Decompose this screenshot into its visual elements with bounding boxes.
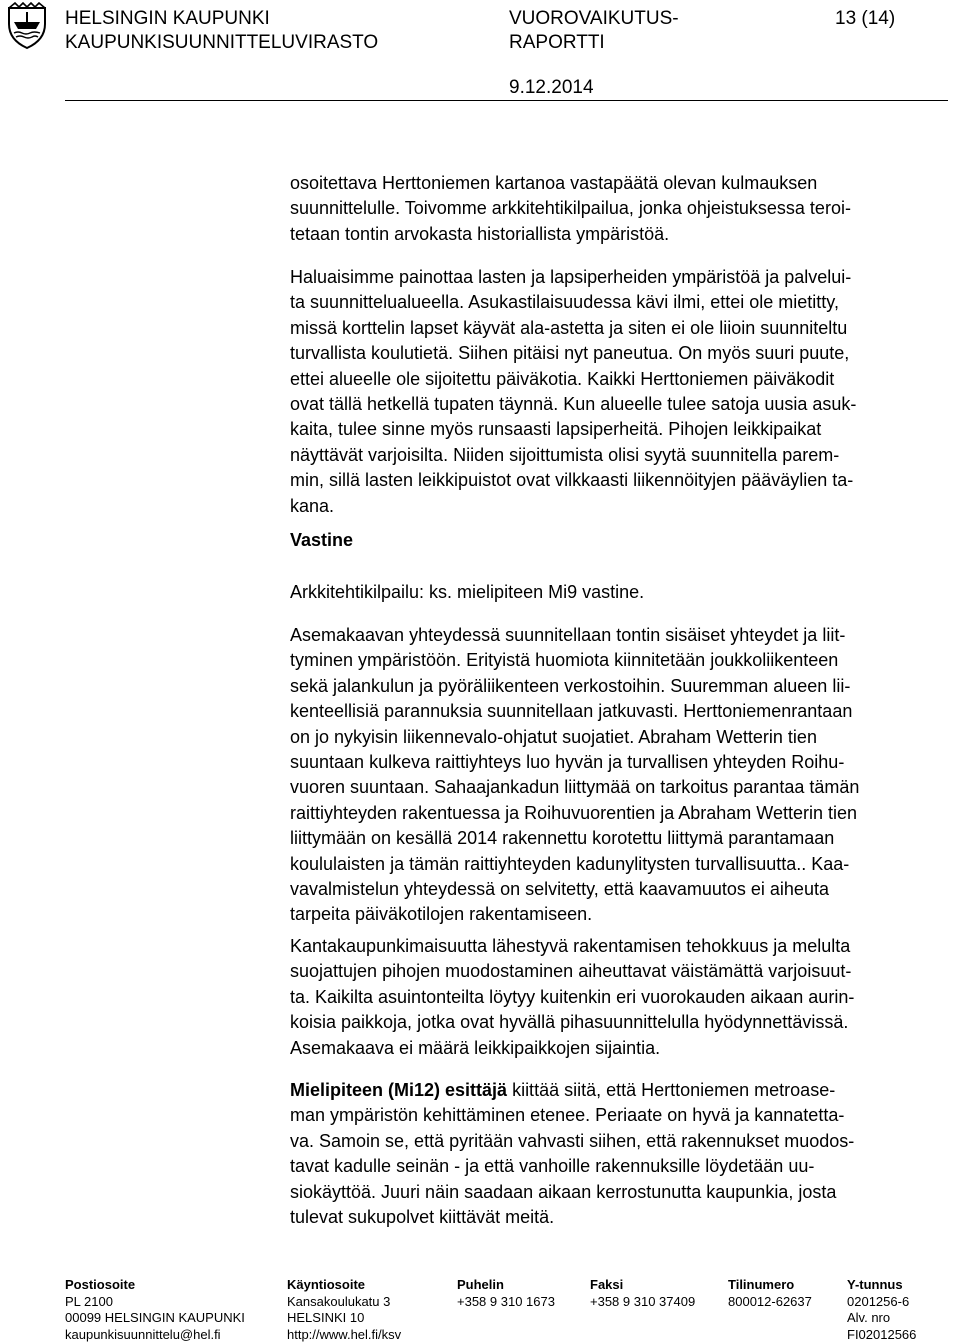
header-org-line2: KAUPUNKISUUNNITTELUVIRASTO <box>65 31 378 55</box>
text-line: vavalmistelun yhteydessä on selvitetty, että kaavamuutos ei aiheuta <box>290 877 950 902</box>
footer-postiosoite <box>65 1277 245 1343</box>
footer-value: FI02012566 <box>847 1327 916 1343</box>
text-line: sekä jalankulun ja pyöräliikenteen verkostoihin. Suuremman alueen lii- <box>290 674 950 699</box>
text-line: koululaisten ja tämän raittiyhteyden kadunylitysten turvallisuutta.. Kaa- <box>290 852 950 877</box>
text-line: koisia paikkoja, jotka ovat hyvällä pihasuunnittelulla hyödynnettävissä. <box>290 1010 950 1035</box>
text-line: Haluaisimme painottaa lasten ja lapsiperheiden ympäristöä ja palvelui- <box>290 265 950 290</box>
footer-value: +358 9 310 1673 <box>457 1294 555 1311</box>
footer-value: PL 2100 <box>65 1294 245 1311</box>
text-line: Kantakaupunkimaisuutta lähestyvä rakentamisen tehokkuus ja melulta <box>290 934 950 959</box>
footer-heading: Faksi <box>590 1277 695 1294</box>
footer-heading: Puhelin <box>457 1277 555 1294</box>
text-line: liittymään on kesällä 2014 rakennettu korotettu liittymä parantamaan <box>290 826 950 851</box>
text-line: tulevat sukupolvet kiittävät meitä. <box>290 1205 950 1230</box>
text-line: siokäyttöä. Juuri näin saadaan aikaan kerrostunutta kaupunkia, josta <box>290 1180 950 1205</box>
text-line: man ympäristön kehittäminen etenee. Periaate on hyvä ja kannatetta- <box>290 1103 950 1128</box>
text-line: tetaan tontin arvokasta historiallista ympäristöä. <box>290 222 950 247</box>
footer-kayntiosoite <box>287 1277 401 1343</box>
header-rule <box>65 100 948 101</box>
text-line: suuntaan kulkeva raittiyhteys luo hyvän ja turvallisen yhteyden Roihu- <box>290 750 950 775</box>
text-line: Asemakaavan yhteydessä suunnitellaan tontin sisäiset yhteydet ja liit- <box>290 623 950 648</box>
footer-faksi <box>590 1277 695 1310</box>
text-line: missä korttelin lapset käyvät ala-astetta ja siten ei ole liioin suunniteltu <box>290 316 950 341</box>
vastine-paragraph-1 <box>290 580 950 605</box>
vastine-paragraph-3 <box>290 934 950 1061</box>
text-line: kenteellisiä parannuksia suunnitellaan jatkuvasti. Herttoniemenrantaan <box>290 699 950 724</box>
footer-value: Kansakoulukatu 3 <box>287 1294 401 1311</box>
mielipide-first-line-rest: kiittää siitä, että Herttoniemen metroase- <box>507 1080 835 1100</box>
text-line: näyttävät varjoisilta. Niiden sijoittumista olisi syytä suunnitella parem- <box>290 443 950 468</box>
footer-heading: Tilinumero <box>728 1277 812 1294</box>
text-line: turvallista koulutietä. Siihen pitäisi nyt paneutua. On myös suuri puute, <box>290 341 950 366</box>
text-line: on jo nykyisin liikennevalo-ohjatut suojatiet. Abraham Wetterin tien <box>290 725 950 750</box>
text-line: ettei alueelle ole sijoitettu päiväkotia. Kaikki Herttoniemen päiväkodit <box>290 367 950 392</box>
mielipide-mi12-paragraph <box>290 1078 950 1230</box>
text-line: ovat tällä hetkellä tupaten täynnä. Kun alueelle tulee satoja uusia asuk- <box>290 392 950 417</box>
footer-email-link[interactable]: kaupunkisuunnittelu@hel.fi <box>65 1327 245 1343</box>
text-line: vuoren suuntaan. Sahaajankadun liittymää on tarkoitus parantaa tämän <box>290 775 950 800</box>
header-page-number: 13 (14) <box>835 7 895 31</box>
text-line: ta. Kaikilta asuintonteilta löytyy kuitenkin eri vuorokauden aikaan aurin- <box>290 985 950 1010</box>
footer-value: 00099 HELSINGIN KAUPUNKI <box>65 1310 245 1327</box>
vastine-heading: Vastine <box>290 528 353 553</box>
footer-website-link[interactable]: http://www.hel.fi/ksv <box>287 1327 401 1343</box>
header-doc-type-line1: VUOROVAIKUTUS- <box>509 7 679 31</box>
text-line <box>290 1078 950 1103</box>
footer-heading: Y-tunnus <box>847 1277 916 1294</box>
helsinki-coat-of-arms-logo <box>4 2 50 50</box>
footer-puhelin <box>457 1277 555 1310</box>
text-line: osoitettava Herttoniemen kartanoa vastapäätä olevan kulmauksen <box>290 171 950 196</box>
text-line: suojattujen pihojen muodostaminen aiheuttavat väistämättä varjoisuut- <box>290 959 950 984</box>
footer-value: 0201256-6 <box>847 1294 916 1311</box>
mielipide-author-label: Mielipiteen (Mi12) esittäjä <box>290 1080 507 1100</box>
text-line: kana. <box>290 494 950 519</box>
text-line: ta suunnittelualueella. Asukastilaisuudessa kävi ilmi, ettei ole mietitty, <box>290 290 950 315</box>
vastine-paragraph-2 <box>290 623 950 928</box>
text-line: raittiyhteyden rakentuessa ja Roihuvuorentien ja Abraham Wetterin tien <box>290 801 950 826</box>
footer-value: Alv. nro <box>847 1310 916 1327</box>
footer-value: HELSINKI 10 <box>287 1310 401 1327</box>
text-line: Arkkitehtikilpailu: ks. mielipiteen Mi9 vastine. <box>290 580 950 605</box>
footer-tilinumero <box>728 1277 812 1310</box>
text-line: tavat kadulle seinän - ja että vanhoille rakennuksille löydetään uu- <box>290 1154 950 1179</box>
text-line: tyminen ympäristöön. Erityistä huomiota kiinnitetään joukkoliikenteen <box>290 648 950 673</box>
text-line: va. Samoin se, että pyritään vahvasti siihen, että rakennukset muodos- <box>290 1129 950 1154</box>
text-line: min, sillä lasten leikkipuistot ovat vilkkaasti liikennöityjen pääväylien ta- <box>290 468 950 493</box>
header-org-line1: HELSINGIN KAUPUNKI <box>65 7 270 31</box>
footer-value: 800012-62637 <box>728 1294 812 1311</box>
footer-y-tunnus <box>847 1277 916 1343</box>
text-line: suunnittelulle. Toivomme arkkitehtikilpailua, jonka ohjeistuksessa teroi- <box>290 196 950 221</box>
header-doc-type-line2: RAPORTTI <box>509 31 605 55</box>
paragraph-2 <box>290 265 950 519</box>
footer-value: +358 9 310 37409 <box>590 1294 695 1311</box>
header-date: 9.12.2014 <box>509 76 594 100</box>
footer-heading: Käyntiosoite <box>287 1277 401 1294</box>
text-line: tarpeita päiväkotilojen rakentamiseen. <box>290 902 950 927</box>
text-line: Asemakaava ei määrä leikkipaikkojen sijaintia. <box>290 1036 950 1061</box>
footer-heading: Postiosoite <box>65 1277 245 1294</box>
text-line: kaita, tulee sinne myös runsaasti lapsiperheitä. Pihojen leikkipaikat <box>290 417 950 442</box>
paragraph-1 <box>290 171 950 247</box>
